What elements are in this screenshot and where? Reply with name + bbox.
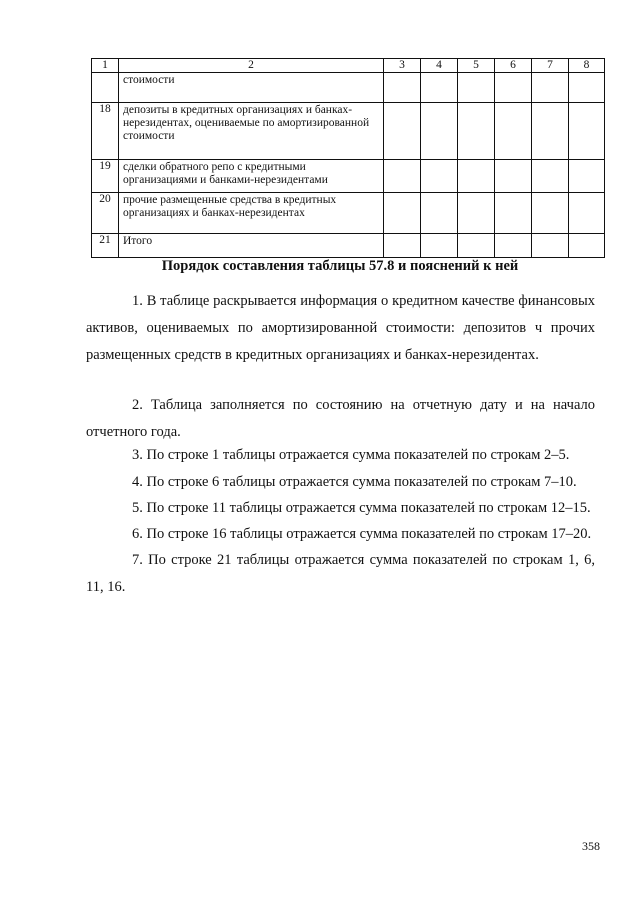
column-header: 4 [421, 59, 458, 73]
table-cell [421, 73, 458, 103]
paragraph: 5. По строке 11 таблицы отражается сумма показателей по строкам 12–15. [132, 500, 591, 516]
table-row [92, 103, 605, 160]
row-number [92, 73, 119, 103]
column-header: 3 [384, 59, 421, 73]
row-description: Итого [119, 234, 384, 258]
table-cell [495, 234, 532, 258]
table-cell [495, 160, 532, 193]
table-cell [384, 160, 421, 193]
row-number: 20 [92, 193, 119, 234]
column-header: 2 [119, 59, 384, 73]
data-table [91, 58, 605, 258]
table-cell [384, 73, 421, 103]
table-cell [421, 234, 458, 258]
table-cell [421, 103, 458, 160]
table-cell [495, 73, 532, 103]
table-cell [458, 193, 495, 234]
table-cell [569, 160, 605, 193]
table-row [92, 73, 605, 103]
table-cell [458, 103, 495, 160]
paragraph: 7. По строке 21 таблицы отражается сумма показателей по строкам 1, 6, 11, 16. [86, 552, 595, 595]
row-number: 19 [92, 160, 119, 193]
row-description: сделки обратного репо с кредитными организациями и банками-нерезидентами [119, 160, 384, 193]
table-cell [384, 234, 421, 258]
table-row [92, 160, 605, 193]
table-cell [421, 160, 458, 193]
table-cell [384, 193, 421, 234]
column-header: 5 [458, 59, 495, 73]
column-header: 1 [92, 59, 119, 73]
section-heading: Порядок составления таблицы 57.8 и пояснений к ней [161, 258, 519, 274]
table-cell [532, 193, 569, 234]
row-description: прочие размещенные средства в кредитных организациях и банках-нерезидентах [119, 193, 384, 234]
table-cell [569, 73, 605, 103]
paragraph: 3. По строке 1 таблицы отражается сумма показателей по строкам 2–5. [132, 447, 570, 463]
column-header: 8 [569, 59, 605, 73]
paragraph: 6. По строке 16 таблицы отражается сумма показателей по строкам 17–20. [132, 526, 592, 542]
table-cell [532, 234, 569, 258]
row-description: стоимости [119, 73, 384, 103]
table-cell [532, 160, 569, 193]
table-cell [495, 103, 532, 160]
column-header: 7 [532, 59, 569, 73]
paragraph: 4. По строке 6 таблицы отражается сумма показателей по строкам 7–10. [132, 474, 577, 490]
table-header-row [92, 59, 605, 73]
table-row-total [92, 234, 605, 258]
table-cell [569, 193, 605, 234]
table-cell [495, 193, 532, 234]
row-number: 18 [92, 103, 119, 160]
table-cell [421, 193, 458, 234]
paragraph: 1. В таблице раскрывается информация о кредитном качестве финансовых активов, оцениваемых по амортизированной стоимости: депозитов ч прочих размещенных средств в кредитных организациях и банках-нерезидентах. [86, 293, 595, 363]
table-cell [458, 234, 495, 258]
table-cell [569, 234, 605, 258]
table-cell [532, 103, 569, 160]
table-cell [458, 73, 495, 103]
row-description: депозиты в кредитных организациях и банках-нерезидентах, оцениваемые по амортизированной стоимости [119, 103, 384, 160]
table-cell [532, 73, 569, 103]
table-cell [458, 160, 495, 193]
table-row [92, 193, 605, 234]
row-number: 21 [92, 234, 119, 258]
paragraph: 2. Таблица заполняется по состоянию на отчетную дату и на начало отчетного года. [86, 397, 595, 440]
column-header: 6 [495, 59, 532, 73]
table-cell [384, 103, 421, 160]
page-number: 358 [582, 839, 600, 853]
table-cell [569, 103, 605, 160]
